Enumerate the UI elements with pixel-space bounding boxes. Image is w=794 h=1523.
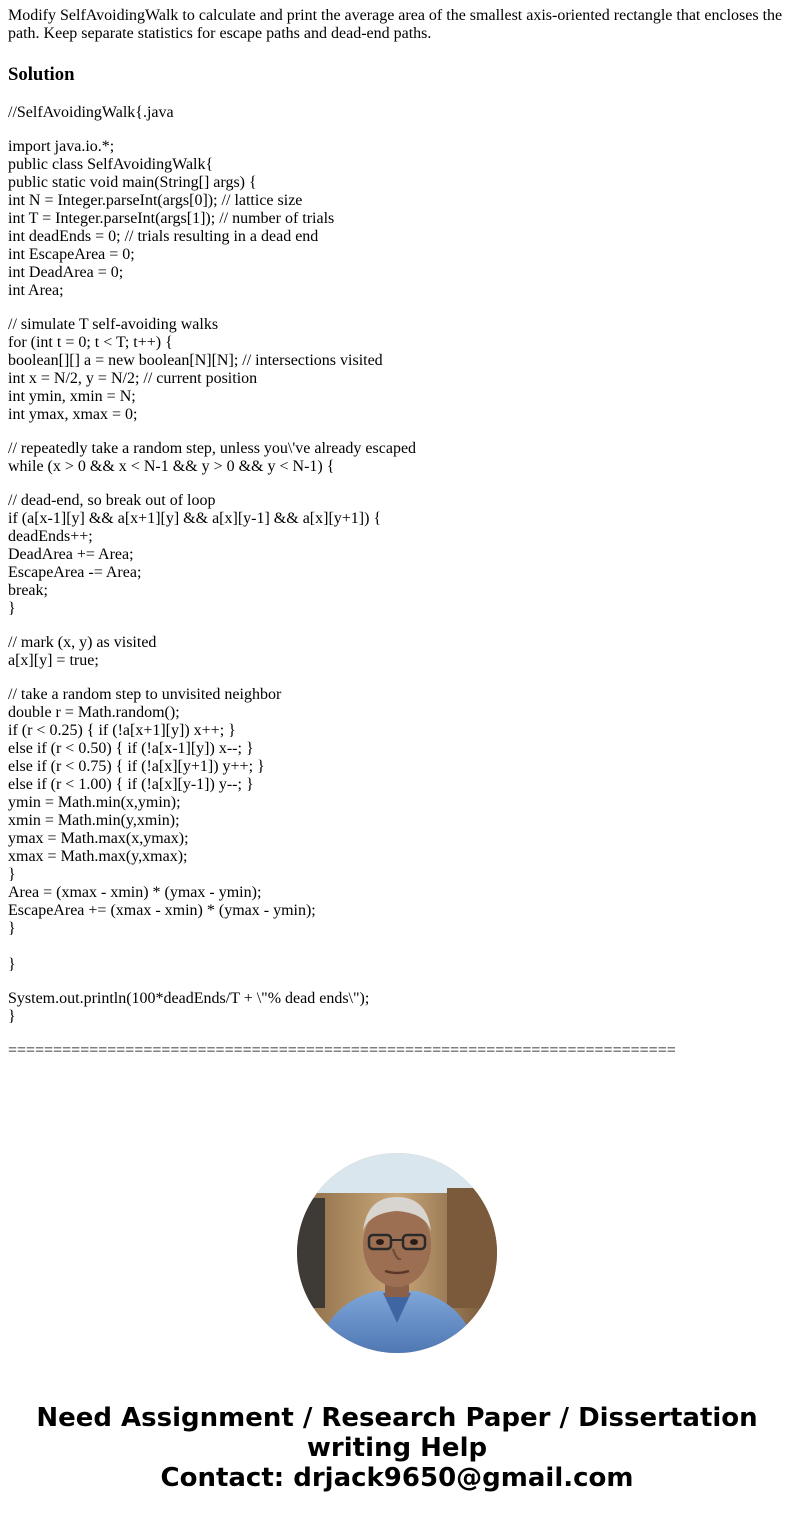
code-line: int deadEnds = 0; // trials resulting in a dead end [8, 228, 319, 245]
code-line: deadEnds++; [8, 528, 93, 545]
code-line: else if (r < 0.50) { if (!a[x-1][y]) x--; } [8, 740, 254, 757]
author-avatar [297, 1153, 497, 1353]
code-line: int ymax, xmax = 0; [8, 406, 138, 423]
code-line: break; [8, 582, 48, 599]
code-line: } [8, 866, 16, 883]
code-line: if (a[x-1][y] && a[x+1][y] && a[x][y-1] && a[x][y+1]) { [8, 510, 382, 527]
footer-banner [0, 1403, 794, 1493]
code-line: import java.io.*; [8, 138, 115, 155]
code-line: int ymin, xmin = N; [8, 388, 136, 405]
separator-line: ========================================================================== [8, 1042, 676, 1059]
code-line: int T = Integer.parseInt(args[1]); // number of trials [8, 210, 335, 227]
code-line: } [8, 920, 16, 937]
code-listing [8, 104, 786, 1026]
code-paragraph [8, 440, 786, 476]
code-line: boolean[][] a = new boolean[N][N]; // intersections visited [8, 352, 383, 369]
code-line: else if (r < 1.00) { if (!a[x][y-1]) y--; } [8, 776, 254, 793]
code-line: ymin = Math.min(x,ymin); [8, 794, 181, 811]
portrait-image [297, 1153, 497, 1353]
code-line: a[x][y] = true; [8, 652, 99, 669]
code-line: while (x > 0 && x < N-1 && y > 0 && y < N-1) { [8, 458, 335, 475]
footer-contact: Contact: drjack9650@gmail.com [160, 1463, 634, 1493]
code-paragraph [8, 686, 786, 974]
code-line: } [8, 600, 16, 617]
code-line: int EscapeArea = 0; [8, 246, 135, 263]
footer-line-1: Need Assignment / Research Paper / Dissertation [36, 1403, 758, 1433]
code-line: } [8, 1008, 16, 1025]
code-line: DeadArea += Area; [8, 546, 134, 563]
code-line: EscapeArea -= Area; [8, 564, 142, 581]
code-line: int x = N/2, y = N/2; // current position [8, 370, 258, 387]
code-line: // mark (x, y) as visited [8, 634, 157, 651]
solution-heading: Solution [8, 64, 75, 85]
code-line: int DeadArea = 0; [8, 264, 124, 281]
code-paragraph [8, 990, 786, 1026]
code-line: else if (r < 0.75) { if (!a[x][y+1]) y++; } [8, 758, 265, 775]
code-line: // dead-end, so break out of loop [8, 492, 216, 509]
footer-line-2: writing Help [306, 1433, 488, 1463]
code-paragraph [8, 138, 786, 300]
code-line: // take a random step to unvisited neighbor [8, 686, 282, 703]
code-line: xmin = Math.min(y,xmin); [8, 812, 180, 829]
code-line: if (r < 0.25) { if (!a[x+1][y]) x++; } [8, 722, 236, 739]
code-paragraph [8, 316, 786, 424]
code-line: int Area; [8, 282, 64, 299]
code-line: int N = Integer.parseInt(args[0]); // lattice size [8, 192, 303, 209]
code-line: public class SelfAvoidingWalk{ [8, 156, 214, 173]
code-line: xmax = Math.max(y,xmax); [8, 848, 188, 865]
code-line: ymax = Math.max(x,ymax); [8, 830, 189, 847]
code-line: System.out.println(100*deadEnds/T + \"% dead ends\"); [8, 990, 370, 1007]
code-paragraph [8, 634, 786, 670]
code-line: //SelfAvoidingWalk{.java [8, 104, 174, 121]
code-line: public static void main(String[] args) { [8, 174, 257, 191]
code-line: Area = (xmax - xmin) * (ymax - ymin); [8, 884, 262, 901]
code-line [8, 938, 786, 956]
code-line: double r = Math.random(); [8, 704, 180, 721]
code-line: } [8, 956, 16, 973]
code-line: for (int t = 0; t < T; t++) { [8, 334, 173, 351]
code-line: // repeatedly take a random step, unless you\'ve already escaped [8, 440, 417, 457]
code-line: EscapeArea += (xmax - xmin) * (ymax - ymin); [8, 902, 316, 919]
code-paragraph [8, 492, 786, 618]
code-paragraph [8, 104, 786, 122]
code-line: // simulate T self-avoiding walks [8, 316, 219, 333]
question-text: Modify SelfAvoidingWalk to calculate and print the average area of the smallest axis-oriented rectangle that encloses the path. Keep separate statistics for escape paths and dead-end paths. [8, 7, 783, 42]
